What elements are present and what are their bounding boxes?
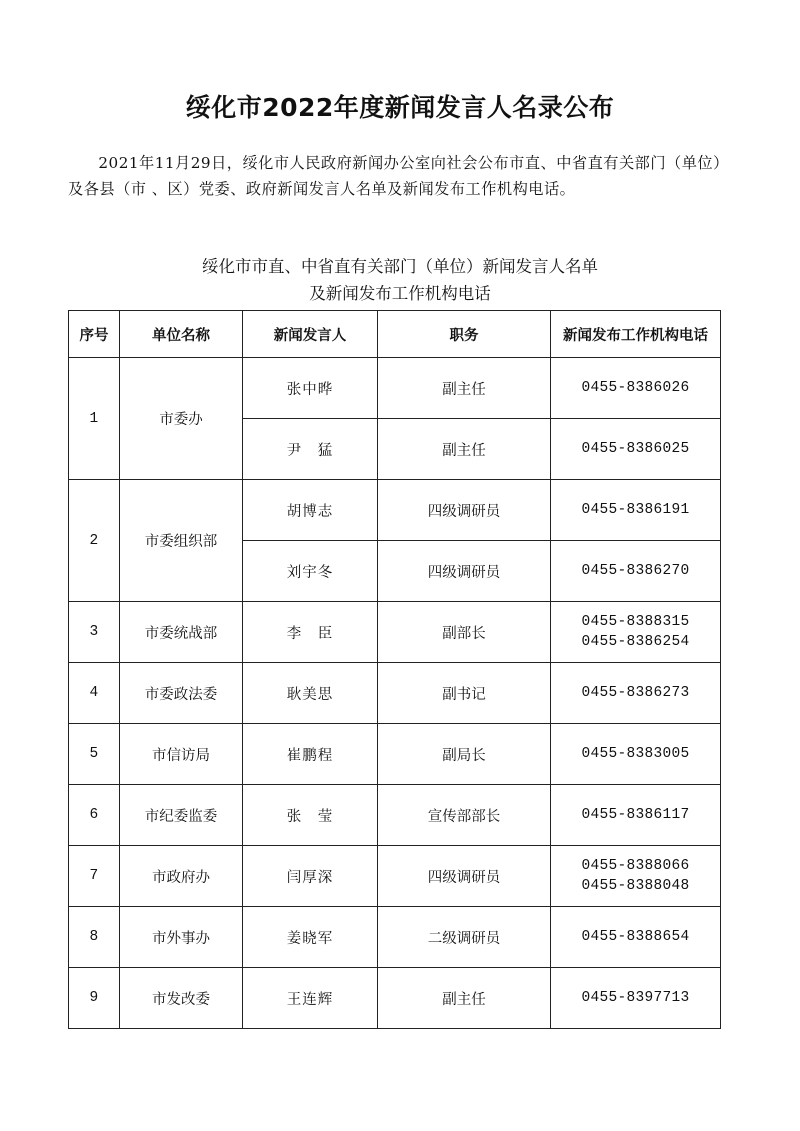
phone-number: 0455-8388066 xyxy=(581,858,690,874)
phone-number: 0455-8388654 xyxy=(581,929,690,945)
table-row xyxy=(69,663,721,724)
unit-name-cell: 市纪委监委 xyxy=(120,785,243,846)
table-title xyxy=(0,253,800,307)
table-row xyxy=(69,480,721,541)
row-index-cell: 4 xyxy=(69,663,120,724)
position-cell: 副局长 xyxy=(378,724,551,785)
position-cell: 副主任 xyxy=(378,419,551,480)
phone-number: 0455-8386025 xyxy=(581,441,690,457)
header-index: 序号 xyxy=(69,311,120,358)
position-cell: 二级调研员 xyxy=(378,907,551,968)
phone-number: 0455-8386273 xyxy=(581,685,690,701)
spokesperson-name-cell: 张 莹 xyxy=(243,785,378,846)
unit-name-cell: 市委办 xyxy=(120,358,243,480)
table-header-row xyxy=(69,311,721,358)
phone-number: 0455-8388048 xyxy=(581,878,690,894)
row-index-cell: 6 xyxy=(69,785,120,846)
table-body xyxy=(69,358,721,1029)
row-index-cell: 2 xyxy=(69,480,120,602)
spokesperson-name-cell: 王连辉 xyxy=(243,968,378,1029)
header-position: 职务 xyxy=(378,311,551,358)
unit-name-cell: 市委组织部 xyxy=(120,480,243,602)
position-cell: 四级调研员 xyxy=(378,541,551,602)
page-title: 绥化市2022年度新闻发言人名录公布 xyxy=(185,93,615,122)
spokesperson-name-cell: 尹 猛 xyxy=(243,419,378,480)
unit-name-cell: 市委统战部 xyxy=(120,602,243,663)
phone-cell xyxy=(551,907,721,968)
position-cell: 副主任 xyxy=(378,358,551,419)
header-phone: 新闻发布工作机构电话 xyxy=(551,311,721,358)
phone-cell xyxy=(551,480,721,541)
table-row xyxy=(69,724,721,785)
spokesperson-name-cell: 姜晓军 xyxy=(243,907,378,968)
position-cell: 副主任 xyxy=(378,968,551,1029)
phone-number: 0455-8383005 xyxy=(581,746,690,762)
row-index-cell: 8 xyxy=(69,907,120,968)
phone-number: 0455-8386270 xyxy=(581,563,690,579)
spokesperson-table xyxy=(68,310,721,1029)
spokesperson-name-cell: 闫厚深 xyxy=(243,846,378,907)
row-index-cell: 9 xyxy=(69,968,120,1029)
table-row xyxy=(69,907,721,968)
phone-number: 0455-8397713 xyxy=(581,990,690,1006)
table-row xyxy=(69,602,721,663)
phone-cell xyxy=(551,968,721,1029)
row-index-cell: 5 xyxy=(69,724,120,785)
spokesperson-name-cell: 崔鹏程 xyxy=(243,724,378,785)
phone-cell xyxy=(551,724,721,785)
unit-name-cell: 市政府办 xyxy=(120,846,243,907)
phone-number: 0455-8386026 xyxy=(581,380,690,396)
row-index-cell: 1 xyxy=(69,358,120,480)
phone-number: 0455-8386254 xyxy=(581,634,690,650)
spokesperson-name-cell: 张中晔 xyxy=(243,358,378,419)
row-index-cell: 7 xyxy=(69,846,120,907)
table-row xyxy=(69,846,721,907)
phone-number: 0455-8386191 xyxy=(581,502,690,518)
table-row xyxy=(69,968,721,1029)
phone-cell xyxy=(551,358,721,419)
phone-cell xyxy=(551,846,721,907)
table-title-line-2: 及新闻发布工作机构电话 xyxy=(309,284,491,303)
unit-name-cell: 市外事办 xyxy=(120,907,243,968)
spokesperson-name-cell: 耿美思 xyxy=(243,663,378,724)
intro-paragraph: 2021年11月29日，绥化市人民政府新闻办公室向社会公布市直、中省直有关部门（单位）及各县（市 、区）党委、政府新闻发言人名单及新闻发布工作机构电话。 xyxy=(68,154,722,198)
position-cell: 副书记 xyxy=(378,663,551,724)
header-spokesperson: 新闻发言人 xyxy=(243,311,378,358)
row-index-cell: 3 xyxy=(69,602,120,663)
table-row xyxy=(69,358,721,419)
table-title-line-1: 绥化市市直、中省直有关部门（单位）新闻发言人名单 xyxy=(202,257,598,276)
position-cell: 四级调研员 xyxy=(378,846,551,907)
spokesperson-name-cell: 胡博志 xyxy=(243,480,378,541)
table-row xyxy=(69,785,721,846)
phone-cell xyxy=(551,602,721,663)
unit-name-cell: 市委政法委 xyxy=(120,663,243,724)
unit-name-cell: 市发改委 xyxy=(120,968,243,1029)
header-unit: 单位名称 xyxy=(120,311,243,358)
phone-cell xyxy=(551,541,721,602)
spokesperson-name-cell: 刘宇冬 xyxy=(243,541,378,602)
phone-cell xyxy=(551,785,721,846)
position-cell: 四级调研员 xyxy=(378,480,551,541)
unit-name-cell: 市信访局 xyxy=(120,724,243,785)
spokesperson-name-cell: 李 臣 xyxy=(243,602,378,663)
phone-cell xyxy=(551,419,721,480)
position-cell: 宣传部部长 xyxy=(378,785,551,846)
position-cell: 副部长 xyxy=(378,602,551,663)
phone-number: 0455-8388315 xyxy=(581,614,690,630)
phone-number: 0455-8386117 xyxy=(581,807,690,823)
phone-cell xyxy=(551,663,721,724)
